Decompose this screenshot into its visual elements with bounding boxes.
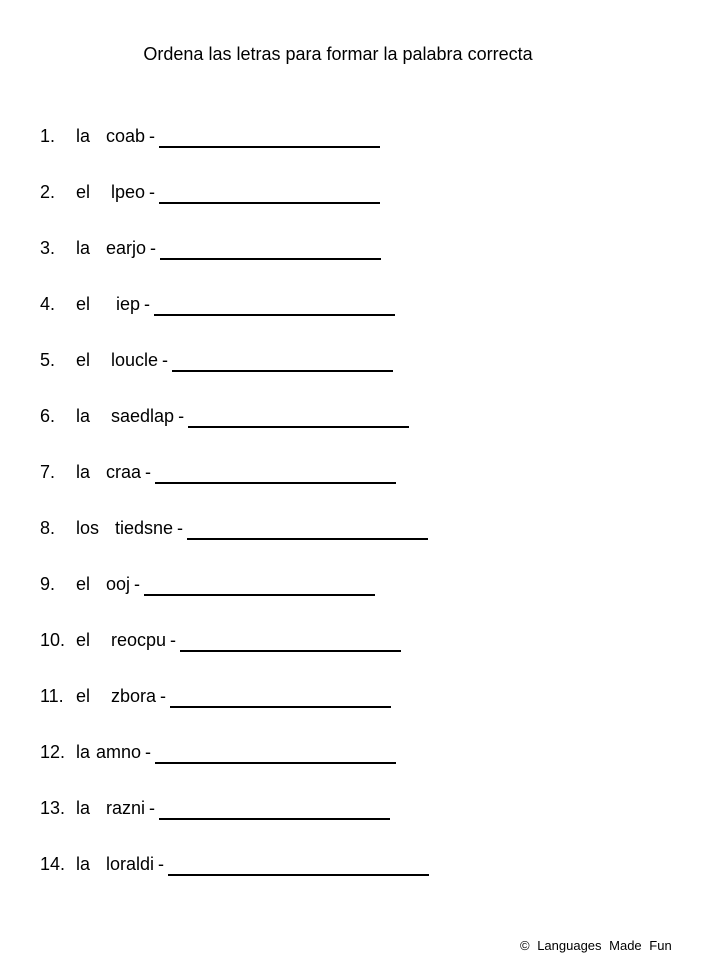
- item-dash: -: [162, 350, 169, 370]
- copyright-footer: © Languages Made Fun: [520, 938, 672, 953]
- item-scrambled-word: zbora: [111, 686, 157, 706]
- item-article: el: [76, 182, 91, 202]
- item-article: la: [76, 126, 91, 146]
- item-dash: -: [150, 238, 157, 258]
- list-item: [40, 518, 429, 574]
- answer-blank[interactable]: [160, 238, 381, 260]
- list-item: [40, 630, 429, 686]
- item-number: 14.: [40, 854, 66, 874]
- item-number: 10.: [40, 630, 66, 650]
- answer-blank[interactable]: [170, 686, 391, 708]
- item-article: la: [76, 854, 91, 874]
- list-item: [40, 574, 429, 630]
- answer-blank[interactable]: [159, 126, 380, 148]
- list-item: [40, 182, 429, 238]
- answer-blank[interactable]: [172, 350, 393, 372]
- item-scrambled-word: earjo: [106, 238, 147, 258]
- item-article: los: [76, 518, 100, 538]
- answer-blank[interactable]: [188, 406, 409, 428]
- item-number: 1.: [40, 126, 56, 146]
- answer-blank[interactable]: [144, 574, 375, 596]
- word-list: [40, 126, 429, 910]
- item-number: 12.: [40, 742, 66, 762]
- item-number: 11.: [40, 686, 64, 706]
- item-dash: -: [144, 294, 151, 314]
- answer-blank[interactable]: [154, 294, 395, 316]
- item-dash: -: [178, 406, 185, 426]
- item-article: el: [76, 686, 91, 706]
- item-number: 7.: [40, 462, 56, 482]
- item-dash: -: [145, 742, 152, 762]
- list-item: [40, 798, 429, 854]
- item-scrambled-word: tiedsne: [115, 518, 174, 538]
- item-dash: -: [149, 126, 156, 146]
- item-number: 5.: [40, 350, 56, 370]
- item-article: la: [76, 406, 91, 426]
- item-scrambled-word: loucle: [111, 350, 159, 370]
- answer-blank[interactable]: [159, 798, 390, 820]
- item-number: 9.: [40, 574, 56, 594]
- item-article: el: [76, 630, 91, 650]
- item-scrambled-word: iep: [116, 294, 141, 314]
- item-scrambled-word: coab: [106, 126, 146, 146]
- answer-blank[interactable]: [180, 630, 401, 652]
- list-item: [40, 854, 429, 910]
- item-number: 2.: [40, 182, 56, 202]
- list-item: [40, 238, 429, 294]
- item-article: la: [76, 462, 91, 482]
- item-article: el: [76, 574, 91, 594]
- item-scrambled-word: ooj: [106, 574, 131, 594]
- item-scrambled-word: loraldi: [106, 854, 155, 874]
- list-item: [40, 742, 429, 798]
- list-item: [40, 406, 429, 462]
- item-number: 8.: [40, 518, 56, 538]
- item-dash: -: [149, 798, 156, 818]
- item-scrambled-word: razni: [106, 798, 146, 818]
- answer-blank[interactable]: [155, 742, 396, 764]
- item-dash: -: [134, 574, 141, 594]
- item-scrambled-word: lpeo: [111, 182, 146, 202]
- item-dash: -: [177, 518, 184, 538]
- item-number: 4.: [40, 294, 56, 314]
- answer-blank[interactable]: [155, 462, 396, 484]
- item-scrambled-word: amno: [96, 742, 142, 762]
- list-item: [40, 462, 429, 518]
- item-article: la: [76, 798, 91, 818]
- item-number: 6.: [40, 406, 56, 426]
- item-article: el: [76, 294, 91, 314]
- item-scrambled-word: craa: [106, 462, 142, 482]
- item-scrambled-word: reocpu: [111, 630, 167, 650]
- answer-blank[interactable]: [187, 518, 428, 540]
- item-article: el: [76, 350, 91, 370]
- list-item: [40, 686, 429, 742]
- item-number: 13.: [40, 798, 66, 818]
- item-dash: -: [160, 686, 167, 706]
- item-dash: -: [170, 630, 177, 650]
- item-dash: -: [149, 182, 156, 202]
- list-item: [40, 294, 429, 350]
- item-dash: -: [145, 462, 152, 482]
- item-article: la: [76, 238, 91, 258]
- answer-blank[interactable]: [168, 854, 429, 876]
- item-number: 3.: [40, 238, 56, 258]
- item-dash: -: [158, 854, 165, 874]
- list-item: [40, 126, 429, 182]
- page-title: Ordena las letras para formar la palabra correcta: [143, 44, 533, 64]
- answer-blank[interactable]: [159, 182, 380, 204]
- list-item: [40, 350, 429, 406]
- item-article: la: [76, 742, 91, 762]
- item-scrambled-word: saedlap: [111, 406, 175, 426]
